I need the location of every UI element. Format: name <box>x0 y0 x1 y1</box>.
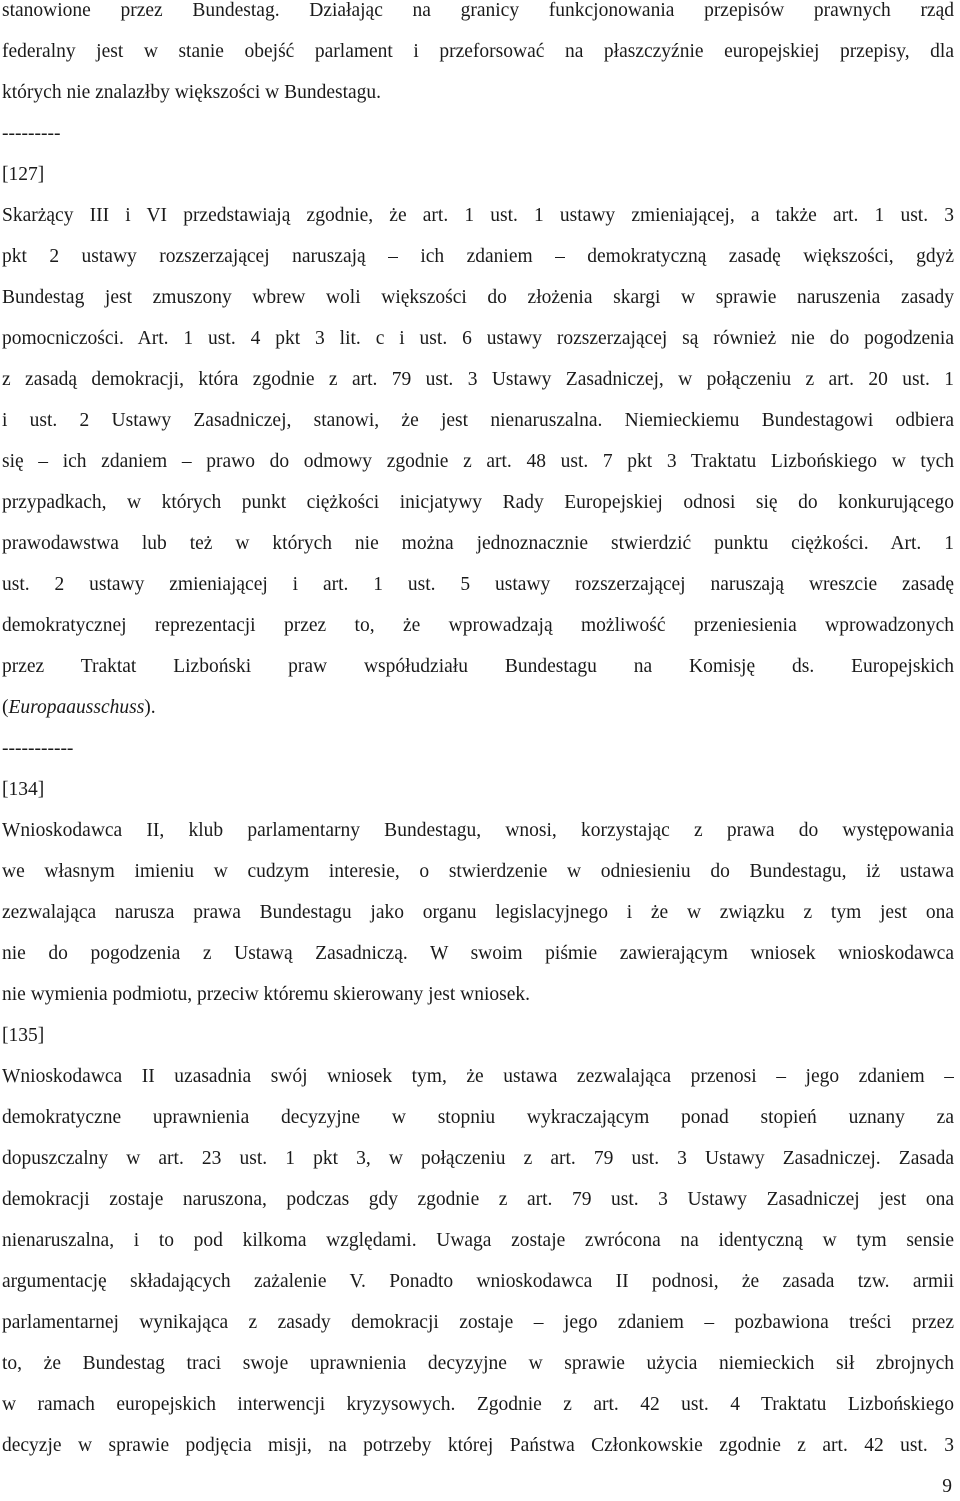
text-line: Wnioskodawca II uzasadnia swój wniosek tym, że ustawa zezwalająca przenosi – jego zdaniem – <box>2 1066 954 1087</box>
text-line: federalny jest w stanie obejść parlament i przeforsować na płaszczyźnie europejskiej przepisy, dla <box>2 41 954 62</box>
text-line: pkt 2 ustawy rozszerzającej naruszają – ich zdaniem – demokratyczną zasadę większości, gdyż <box>2 246 954 267</box>
text-line: demokratycznej reprezentacji przez to, że wprowadzają możliwość przeniesienia wprowadzonych <box>2 615 954 636</box>
text-line: Skarżący III i VI przedstawiają zgodnie, że art. 1 ust. 1 ustawy zmieniającej, a także art. 1 ust. 3 <box>2 205 954 226</box>
italic-term: Europaausschuss <box>8 697 145 718</box>
text-line: parlamentarnej wynikająca z zasady demokracji zostaje – jego zdaniem – pozbawiona treści przez <box>2 1312 954 1333</box>
text-line: Wnioskodawca II, klub parlamentarny Bundestagu, wnosi, korzystając z prawa do występowania <box>2 820 954 841</box>
paragraph-number: [127] <box>2 164 45 185</box>
text-line: we własnym imieniu w cudzym interesie, o stwierdzenie w odniesieniu do Bundestagu, iż ustawa <box>2 861 954 882</box>
text-line: demokratyczne uprawnienia decyzyjne w stopniu wykraczającym ponad stopień uznany za <box>2 1107 954 1128</box>
text-line: się – ich zdaniem – prawo do odmowy zgodnie z art. 48 ust. 7 pkt 3 Traktatu Lizbońskiego w tych <box>2 451 954 472</box>
text-line: stanowione przez Bundestag. Działając na granicy funkcjonowania przepisów prawnych rząd <box>2 0 954 21</box>
text-line: przez Traktat Lizboński praw współudziału Bundestagu na Komisję ds. Europejskich <box>2 656 954 677</box>
text-line: z zasadą demokracji, która zgodnie z art. 79 ust. 3 Ustawy Zasadniczej, w połączeniu z art. 20 ust. 1 <box>2 369 954 390</box>
text-line: prawodawstwa lub też w których nie można jednoznacznie stwierdzić punktu ciężkości. Art. 1 <box>2 533 954 554</box>
paragraph-number: [135] <box>2 1025 45 1046</box>
text-line: nie wymienia podmiotu, przeciw któremu skierowany jest wniosek. <box>2 984 531 1005</box>
text-line: to, że Bundestag traci swoje uprawnienia decyzyjne w sprawie użycia niemieckich sił zbrojnych <box>2 1353 954 1374</box>
text-line: Bundestag jest zmuszony wbrew woli większości do złożenia skargi w sprawie naruszenia zasady <box>2 287 954 308</box>
text-line: ust. 2 ustawy zmieniającej i art. 1 ust. 5 ustawy rozszerzającej naruszają wreszcie zasadę <box>2 574 954 595</box>
text-line: w ramach europejskich interwencji kryzysowych. Zgodnie z art. 42 ust. 4 Traktatu Lizbońskiego <box>2 1394 954 1415</box>
text-line: nie do pogodzenia z Ustawą Zasadniczą. W swoim piśmie zawierającym wniosek wnioskodawca <box>2 943 954 964</box>
section-separator: --------- <box>2 123 61 144</box>
text-line: pomocniczości. Art. 1 ust. 4 pkt 3 lit. c i ust. 6 ustawy rozszerzającej są również nie do pogodzenia <box>2 328 954 349</box>
text-line: demokracji zostaje naruszona, podczas gdy zgodnie z art. 79 ust. 3 Ustawy Zasadniczej jest ona <box>2 1189 954 1210</box>
text-line: zezwalająca narusza prawa Bundestagu jako organu legislacyjnego i że w związku z tym jest ona <box>2 902 954 923</box>
page-number: 9 <box>942 1476 952 1497</box>
text-line: których nie znalazłby większości w Bundestagu. <box>2 82 382 103</box>
text-line: i ust. 2 Ustawy Zasadniczej, stanowi, że jest nienaruszalna. Niemieckiemu Bundestagowi odbiera <box>2 410 954 431</box>
text-line: argumentację składających zażalenie V. Ponadto wnioskodawca II podnosi, że zasada tzw. armii <box>2 1271 954 1292</box>
section-separator: ----------- <box>2 738 74 759</box>
text-line: przypadkach, w których punkt ciężkości inicjatywy Rady Europejskiej odnosi się do konkurującego <box>2 492 954 513</box>
text-line: (Europaausschuss). <box>2 697 156 718</box>
text-line: nienaruszalna, i to pod kilkoma względami. Uwaga zostaje zwrócona na identyczną w tym sensie <box>2 1230 954 1251</box>
text-line: decyzje w sprawie podjęcia misji, na potrzeby której Państwa Członkowskie zgodnie z art. 42 ust. 3 <box>2 1435 954 1456</box>
text-line: dopuszczalny w art. 23 ust. 1 pkt 3, w połączeniu z art. 79 ust. 3 Ustawy Zasadniczej. Zasada <box>2 1148 954 1169</box>
paragraph-number: [134] <box>2 779 45 800</box>
